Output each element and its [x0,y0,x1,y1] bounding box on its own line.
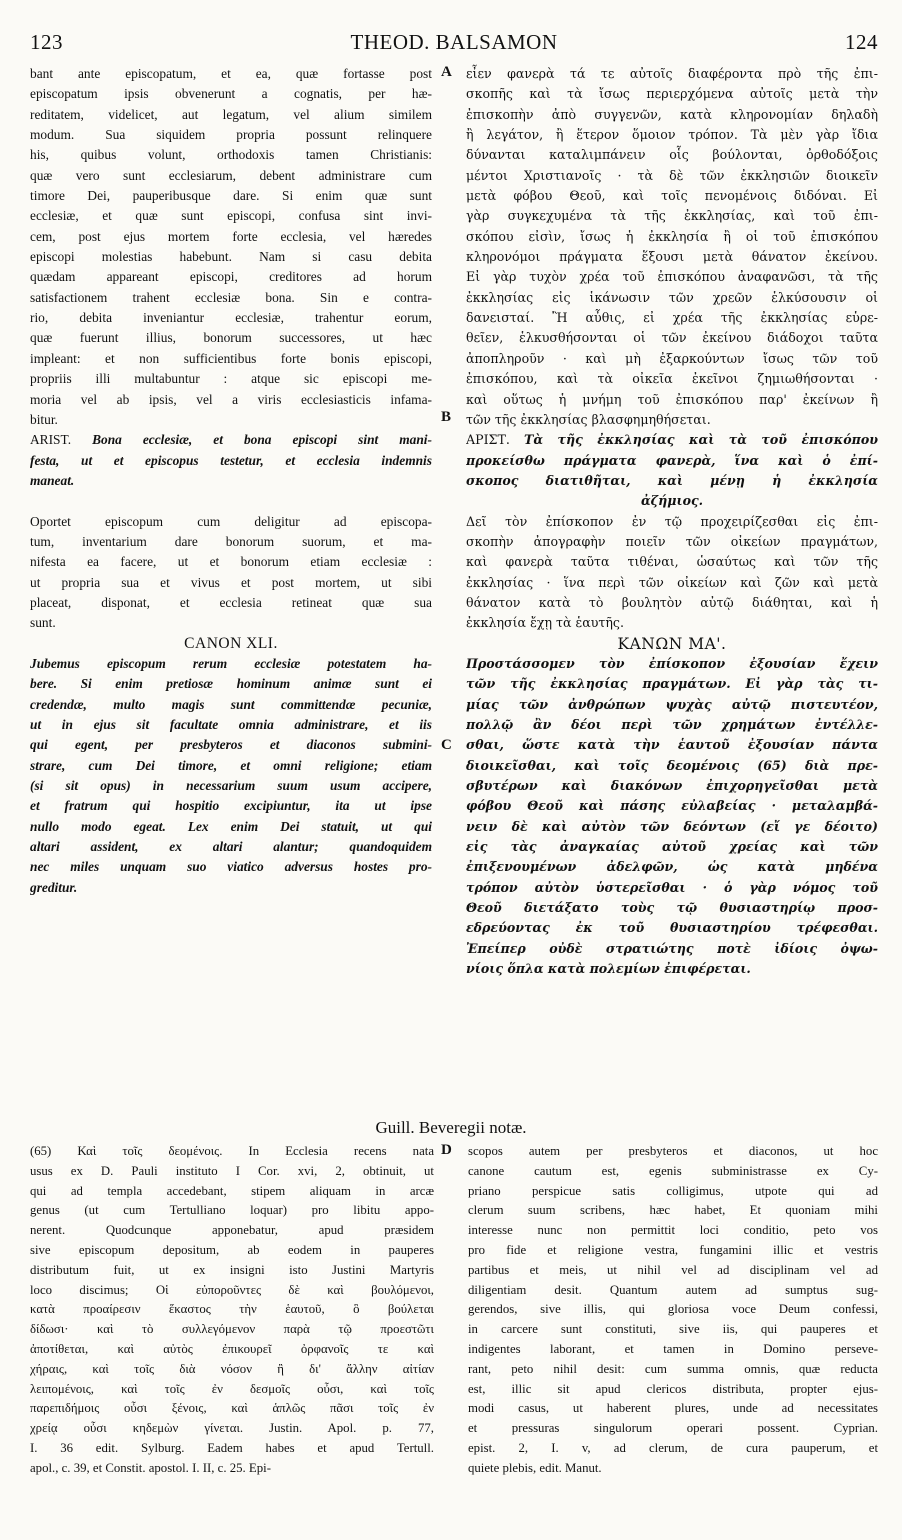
note-line: et pressuras singulorum operari possent. Cyprian. [468,1421,878,1436]
latin-canon-text [30,654,432,898]
note-line: pro fide et religione vestra, fungamini illic et vestris [468,1242,878,1257]
greek-text-line: κληρονόμοι πράγματα ἕξουσι μετὰ θάνατον ἐκείνου. [466,249,878,265]
latin-text-line: reditatem, videlicet, aut legatum, vel alium similem [30,106,432,122]
greek-arist-text: προκείσθω πράγματα φανερὰ, ἵνα καὶ ὁ ἐπί- [466,452,878,468]
left-page-number: 123 [30,30,63,54]
latin-canon-line: altari assident, ex altari alantur; quandoquidem [30,839,432,855]
greek-text-line: ἢ λεγάτον, ἢ ἕτερον ὅμοιον τρόπον. Τὰ μὲν γὰρ ἴδια [466,127,878,143]
note-line: quiete plebis, edit. Manut. [468,1460,602,1475]
greek-canon-line: Προστάσσομεν τὸν ἐπίσκοπον ἐξουσίαν ἔχειν [466,655,878,671]
greek-text [466,64,878,430]
greek-arist-label: ΑΡΙΣΤ. [466,432,510,448]
greek-paragraph-line: ἐκκλησία ἔχῃ τὰ ἑαυτῆς. [466,615,624,631]
greek-text-line: εἶεν φανερὰ τά τε αὐτοῖς διαφέροντα πρὸ τῆς ἐπι- [466,66,878,81]
latin-arist-text: Bona ecclesiæ, et bona episcopi sint mani- [92,432,432,448]
running-title: THEOD. BALSAMON [350,30,558,54]
note-line: modi casus, ut haberent plures, unde ad necessitates [468,1401,878,1416]
note-line: λειπομένοις, καὶ τοῖς ἐν δεσμοῖς οὖσι, καὶ τοῖς [30,1381,434,1396]
latin-canon-line: credendæ, multo magis sunt committendæ pecuniæ, [30,696,432,712]
latin-canon-line: nullo modo egeat. Lex enim Dei statuit, ut qui [30,818,432,834]
latin-text-line: moria vel ab ipsis, vel a viris ecclesiasticis infama- [30,391,432,407]
greek-arist-line [466,430,878,450]
note-line: ἀποτίθεται, καὶ αὐτὸς ἐπικουρεῖ ὀρφανοῖς τε καὶ [30,1341,434,1356]
latin-text [30,64,432,430]
note-line: usus ex D. Pauli instituto I Cor. xvi, 2, obtinuit, ut [30,1163,434,1178]
greek-canon-line: νίοις ὅπλα κατὰ πολεμίων ἐπιφέρεται. [466,961,751,977]
note-line: in carcere sunt constituti, sive iis, qui pauperes et [468,1322,878,1337]
greek-paragraph-line: Δεῖ τὸν ἐπίσκοπον ἐν τῷ προχειρίζεσθαι εἰς ἐπι- [466,513,878,529]
note-line: I. 36 edit. Sylburg. Eadem habes et apud Tertull. [30,1440,434,1455]
note-line: epist. 2, I. v, ad clerum, de cura pauperum, et [468,1440,878,1455]
latin-canon-line: ut in ejus sit facultate omnia administrare, et iis [30,717,432,732]
latin-text-line: his, quibus volunt, orthodoxis tamen Christianis: [30,147,432,163]
greek-text-line: Εἰ γὰρ τυχὸν χρέα τοῦ ἐπισκόπου ἀναφανῶσι, τὰ τῆς [466,269,878,285]
note-line: interesse nunc non permittit loci conditio, peto vos [468,1223,878,1238]
greek-text-line: ἐπισκόπου, καὶ τὰ οἰκεῖα ἐκεῖνοι ζημιωθήσονται · [466,371,878,387]
greek-canon-line: τῶν τῆς ἐκκλησίας πραγμάτων. Εἰ γὰρ τὰς τι- [466,676,878,692]
right-page-number: 124 [845,30,878,54]
latin-text-line: episcopi molestias habebunt. Nam si casu debita [30,249,432,265]
greek-text-line: σκόπου εἰσὶν, ἴσως ἡ ἐκκλησία ἢ οἱ τοῦ ἐπισκόπου [466,228,878,244]
note-line: clerum suum scribens, hæc habet, Et quoniam mihi [468,1203,878,1218]
margin-marker-d: D [441,1142,452,1158]
greek-canon-line: διοικεῖσθαι, καὶ τοῖς δεομένοις (65) διὰ πρε- [466,757,878,773]
greek-canon-line: Θεοῦ διετάξατο τοὺς τῷ θυσιαστηρίῳ προσ- [466,900,878,916]
greek-text-line: γὰρ συγκεχυμένα τὰ τῆς ἐκκλησίας, καὶ τοῦ ἐπι- [466,208,878,224]
note-line: diligentiam desit. Quantum autem ad sumptus sug- [468,1282,878,1297]
latin-text-line: bitur. [30,411,58,427]
note-line: κατὰ προαίρεσιν ἕκαστος τὴν ἑαυτοῦ, ὃ βούλεται [30,1302,434,1317]
greek-text-line: μετὰ φόβου Θεοῦ, καὶ τοῖς πενομένοις διδόναι. Εἰ [466,188,878,204]
greek-arist-text: σκοπος διατιθῆται, καὶ μένῃ ἡ ἐκκλησία [466,472,878,488]
greek-canon-line: Ἐπείπερ οὐδὲ στρατιώτης ποτὲ ἰδίοις ὀψω- [466,940,878,956]
greek-canon-line: πολλῷ ἂν δέοι περὶ τῶν χρημάτων ἐντέλλε- [466,717,878,732]
note-line: qui ad templa accedebant, stipem aliquam in arcæ [30,1183,434,1198]
latin-canon-line: strare, cum Dei timore, et omni religione; etiam [30,757,432,773]
latin-arist-text: maneat. [30,472,75,488]
latin-text-line: cem, post ejus mortem forte ecclesia, vel hæredes [30,228,432,244]
latin-text-line: quæ vero sunt ecclesiarum, debent administrare cum [30,167,432,183]
greek-text-line: ἐπισκοπὴν ἀπὸ συγγενῶν, κατὰ κληρονομίαν δηλαδὴ [466,106,878,122]
greek-canon-title: ΚΑΝΩΝ ΜΑ'. [617,634,727,653]
note-line: loco discimus; Οἱ εὐποροῦντες δὲ καὶ βουλόμενοι, [30,1282,434,1297]
margin-marker-a: A [441,64,452,80]
latin-text-line: impleant: et non sufficientibus forte bonis episcopi, [30,350,432,366]
note-line: χρείᾳ οὖσι κηδεμὼν γίνεται. Justin. Apol. p. 77, [30,1421,434,1436]
note-line: apol., c. 39, et Constit. apostol. I. II, c. 25. Epi- [30,1460,271,1475]
latin-text-line: quæ fuerunt illius, bonorum successores, ut hæc [30,330,432,346]
latin-paragraph [30,512,432,634]
greek-column [466,64,878,979]
latin-column [30,64,432,898]
notes-right-column [468,1142,878,1479]
latin-text-line: quædam appareant episcopi, creditores ad horum [30,269,432,285]
greek-paragraph [466,512,878,634]
latin-text-line: timore Dei, pauperibusque dare. Si enim quæ sunt [30,188,432,204]
latin-text-line: ecclesiæ, et quæ sunt episcopi, confusa sint invi- [30,208,432,224]
latin-canon-line: bere. Si enim pretiosæ hominum animæ sunt ei [30,676,432,692]
note-line: rant, peto nihil desit: cum summa omnis, quæ reducta [468,1361,878,1376]
note-line: sive episcopum depositum, ab eodem in pauperes [30,1242,434,1257]
note-line: priano perspicue satis colligimus, utpote qui ad [468,1183,878,1198]
greek-canon-line: φόβου Θεοῦ καὶ πάσης εὐλαβείας · μεταλαμβά- [466,798,878,814]
running-header [30,30,878,60]
latin-text-line: modum. Sua siquidem propria possunt relinquere [30,127,432,143]
greek-text-line: καὶ οὕτως ἡ μνήμη τοῦ ἐπισκόπου παρ' ἐκείνων ἢ [466,391,878,407]
note-line: nerent. Quodcunque apponebatur, apud præsidem [30,1223,434,1238]
greek-text-line: θεῖεν, ἑλκυσθήσονται οἱ τῶν ἐκείνου διάδοχοι ταῦτα [466,330,878,346]
latin-paragraph-line: ut propria sua et vivus et post mortem, ut sibi [30,574,432,590]
latin-paragraph-line: sunt. [30,615,56,631]
latin-arist-text: festa, ut et episcopus testetur, et ecclesia indemnis [30,452,432,468]
greek-text-line: σκοπῆς καὶ τὰ ἴσως περιερχόμενα αὐτοῖς μετὰ τὴν [466,86,878,102]
latin-canon-line: et fratrum qui hospitio excipiuntur, ita ut ipse [30,798,432,814]
greek-canon-line: τρόπον αὐτὸν ὑστερεῖσθαι · ὁ γὰρ νόμος τοῦ [466,879,878,895]
greek-canon-line: εἰς τὰς ἀναγκαίας αὐτοῦ χρείας καὶ τῶν [466,839,878,855]
note-line: canone cautum est, egenis subministrasse ex Cy- [468,1163,878,1178]
greek-text-line: δανεισταί. Ἢ αὖθις, εἰ χρέα τῆς ἐκκλησίας εὑρε- [466,310,878,326]
greek-arist-text: ἀζήμιος. [640,493,704,509]
greek-canon-line: ἐπιξενουμένων ἀδελφῶν, ὡς κατὰ μηδένα [466,859,878,875]
latin-canon-title: CANON XLI. [184,634,278,652]
greek-text-line: μέντοι Χριστιανοῖς · τὰ δὲ τῶν ἐκκλησιῶν διοικεῖν [466,167,878,183]
latin-canon-line: nec miles unquam suo viatico adversus hostes pro- [30,859,432,875]
greek-text-line: δύνανται καταλιμπάνειν οἷς βούλονται, ὀρθοδόξοις [466,147,878,163]
note-line: partibus et meis, ut nihil vel ad disciplinam vel ad [468,1262,878,1277]
note-line: genus (ut cum Tertulliano loquar) pro libitu appo- [30,1203,434,1218]
greek-canon-line: μίας τῶν ἀνθρώπων ψυχὰς αὐτῷ πιστευτέον, [466,696,878,712]
latin-paragraph-line: tum, inventarium dare bonorum suorum, et ma- [30,533,432,549]
notes-left-column [30,1142,434,1479]
greek-canon-line: εδρεύοντας ἐκ τοῦ θυσιαστηρίου τρέφεσθαι. [466,920,878,936]
greek-canon-line: σθαι, ὥστε κατὰ τὴν ἑαυτοῦ ἐξουσίαν πάντα [466,737,878,753]
greek-text-line: ἀποπληροῦν · καὶ μὴ ἐξαρκούντων ἴσως τῶν τοῦ [466,350,878,366]
note-line: δίδωσι· καὶ τὸ συλλεγόμενον παρὰ τῷ προεστῶτι [30,1322,434,1337]
greek-canon-text [466,654,878,980]
note-line: est, illic sit apud clericos distributa, propter ejus- [468,1381,878,1396]
latin-paragraph-line: nifesta ea facere, ut et bonorum etiam ecclesiæ : [30,554,432,570]
margin-marker-b: B [441,409,452,425]
note-line: indigentes laborant, et tamen in Domino perseve- [468,1341,878,1356]
greek-paragraph-line: ἐκκλησίας · ἵνα περὶ τῶν οἰκείων καὶ ζῶν καὶ μετὰ [466,574,878,590]
latin-arist-label: ARIST. [30,432,72,448]
latin-paragraph-line: Oportet episcopum cum deligitur ad episcopa- [30,513,432,529]
latin-text-line: rio, debita inveniantur ecclesiæ, trahentur eorum, [30,310,432,326]
latin-text-line: satisfactionem trahent ecclesiæ bona. Sin e contra- [30,289,432,305]
latin-text-line: propriis illi multabuntur : atque sic episcopi me- [30,371,432,387]
greek-paragraph-line: καὶ φανερὰ ταῦτα τιθέναι, ὡσαύτως καὶ τῶν τῆς [466,554,878,570]
latin-arist-line [30,430,432,450]
note-line: χήραις, καὶ τοῖς διὰ νόσον ἢ δι' ἄλλην αἰτίαν [30,1361,434,1376]
note-line: παρεπιδήμοις οὖσι ξένοις, καὶ ἁπλῶς πᾶσι τοῖς ἐν [30,1401,434,1416]
note-line: gerendos, sive illis, qui gloriosa voce Deum confessi, [468,1302,878,1317]
greek-canon-line: σβυτέρων καὶ διακόνων ἐπιχορηγεῖσθαι μετὰ [466,778,878,794]
latin-paragraph-line: placeat, disponat, et ecclesia retineat quæ sua [30,594,432,610]
latin-text-line: episcopatum ipsis obvenerunt a cognatis, per hæ- [30,86,432,102]
greek-paragraph-line: σκοπὴν ἀπογραφὴν ποιεῖν τῶν οἰκείων πραγμάτων, [466,533,878,549]
latin-canon-line: (si sit opus) in necessarium suum usum accipere, [30,778,432,794]
latin-canon-line: qui egent, per presbyteros et diaconos submini- [30,737,432,753]
note-line: distributum fuit, ut ex insigni isto Justini Martyris [30,1262,434,1277]
margin-marker-c: C [441,737,452,753]
greek-arist-text: Τὰ τῆς ἐκκλησίας καὶ τὰ τοῦ ἐπισκόπου [523,432,878,448]
note-line: scopos autem per presbyteros et diaconos, ut hoc [468,1144,878,1158]
latin-canon-line: greditur. [30,879,78,895]
greek-paragraph-line: θάνατον κατὰ τὸ βουλητὸν αὐτῷ διάθηται, καὶ ἡ [466,594,878,610]
note-line: (65) Καὶ τοῖς δεομένοις. In Ecclesia recens nata [30,1144,434,1158]
greek-text-line: τῶν τῆς ἐκκλησίας βλασφημηθήσεται. [466,411,711,427]
notes-title: Guill. Beveregii notæ. [375,1118,527,1137]
latin-canon-line: Jubemus episcopum rerum ecclesiæ potestatem ha- [30,655,432,671]
latin-text-line: bant ante episcopatum, et ea, quæ fortasse post [30,66,432,81]
greek-canon-line: νειν δὲ καὶ αὐτὸν τῶν δεόντων (εἴ γε δέοιτο) [466,818,878,834]
greek-text-line: ἐκκλησίας εἰς ἱκάνωσιν τῶν χρεῶν ἑλκύσουσιν οἱ [466,289,878,305]
